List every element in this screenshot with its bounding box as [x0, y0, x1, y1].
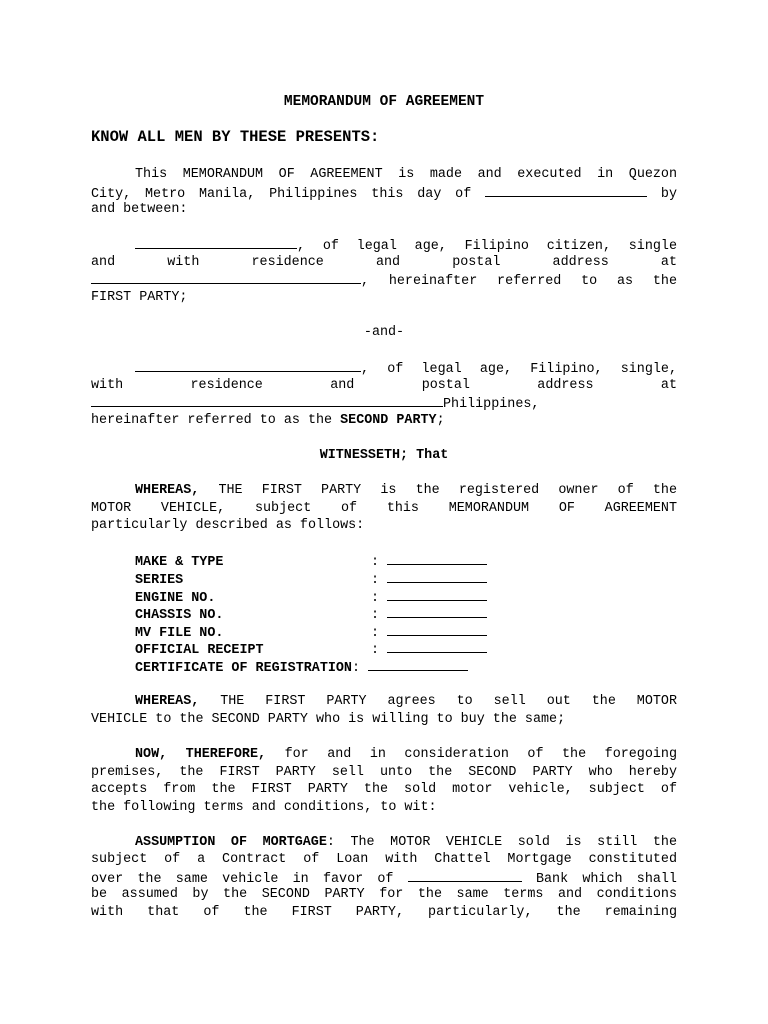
whereas1-line-3: particularly described as follows:	[91, 518, 365, 533]
and-separator: -and-	[363, 325, 405, 340]
intro-line-3: and between:	[91, 202, 188, 217]
witnesseth-heading: WITNESSETH; That	[319, 448, 449, 463]
official-receipt-blank[interactable]	[387, 640, 487, 653]
document-title: MEMORANDUM OF AGREEMENT	[283, 94, 485, 110]
make-type-blank[interactable]	[387, 552, 487, 565]
whereas2-line-1: WHEREAS, THE FIRST PARTY agrees to sell out the MOTOR	[135, 694, 677, 709]
first-party-address-blank[interactable]	[91, 271, 361, 284]
chassis-no-blank[interactable]	[387, 605, 487, 618]
second-party-line-4: hereinafter referred to as the SECOND PARTY;	[91, 413, 445, 428]
second-party-address-blank[interactable]	[91, 394, 443, 407]
mortgage-line-5: with that of the FIRST PARTY, particularly, the remaining	[91, 905, 677, 920]
second-party-line-1: , of legal age, Filipino, single,	[135, 359, 677, 378]
date-blank[interactable]	[485, 184, 647, 197]
mv-file-no-blank[interactable]	[387, 623, 487, 636]
first-party-line-2: and with residence and postal address at	[91, 255, 677, 270]
first-party-line-3: , hereinafter referred to as the	[91, 271, 677, 290]
intro-line-2: City, Metro Manila, Philippines this day of by	[91, 184, 677, 203]
mortgage-line-3: over the same vehicle in favor of Bank which shall	[91, 869, 677, 888]
now-therefore-line-2: premises, the FIRST PARTY sell unto the SECOND PARTY who hereby	[91, 765, 677, 780]
spec-official-receipt: OFFICIAL RECEIPT :	[135, 640, 487, 660]
whereas1-line-1: WHEREAS, THE FIRST PARTY is the registered owner of the	[135, 483, 677, 498]
bank-name-blank[interactable]	[408, 869, 522, 882]
spec-make-type: MAKE & TYPE :	[135, 552, 487, 572]
second-party-line-3: Philippines,	[91, 394, 677, 413]
whereas1-line-2: MOTOR VEHICLE, subject of this MEMORANDUM OF AGREEMENT	[91, 501, 677, 516]
now-therefore-line-1: NOW, THEREFORE, for and in consideration of the foregoing	[135, 747, 677, 762]
mortgage-line-2: subject of a Contract of Loan with Chattel Mortgage constituted	[91, 852, 677, 867]
opening-heading: KNOW ALL MEN BY THESE PRESENTS:	[91, 128, 380, 146]
spec-chassis-no: CHASSIS NO. :	[135, 605, 487, 625]
spec-mv-file-no: MV FILE NO. :	[135, 623, 487, 643]
first-party-line-1: , of legal age, Filipino citizen, single	[135, 236, 677, 255]
whereas2-line-2: VEHICLE to the SECOND PARTY who is willing to buy the same;	[91, 712, 566, 727]
spec-engine-no: ENGINE NO. :	[135, 588, 487, 608]
second-party-name-blank[interactable]	[135, 359, 361, 372]
second-party-line-2: with residence and postal address at	[91, 378, 677, 393]
certificate-blank[interactable]	[368, 658, 468, 671]
intro-line-1: This MEMORANDUM OF AGREEMENT is made and executed in Quezon	[135, 167, 677, 182]
spec-certificate-of-registration: CERTIFICATE OF REGISTRATION:	[135, 658, 468, 678]
spec-series: SERIES :	[135, 570, 487, 590]
now-therefore-line-4: the following terms and conditions, to wit:	[91, 800, 437, 815]
mortgage-line-4: be assumed by the SECOND PARTY for the same terms and conditions	[91, 887, 677, 902]
now-therefore-line-3: accepts from the FIRST PARTY the sold motor vehicle, subject of	[91, 782, 677, 797]
first-party-line-4: FIRST PARTY;	[91, 290, 188, 305]
series-blank[interactable]	[387, 570, 487, 583]
engine-no-blank[interactable]	[387, 588, 487, 601]
mortgage-line-1: ASSUMPTION OF MORTGAGE: The MOTOR VEHICLE sold is still the	[135, 835, 677, 850]
first-party-name-blank[interactable]	[135, 236, 297, 249]
